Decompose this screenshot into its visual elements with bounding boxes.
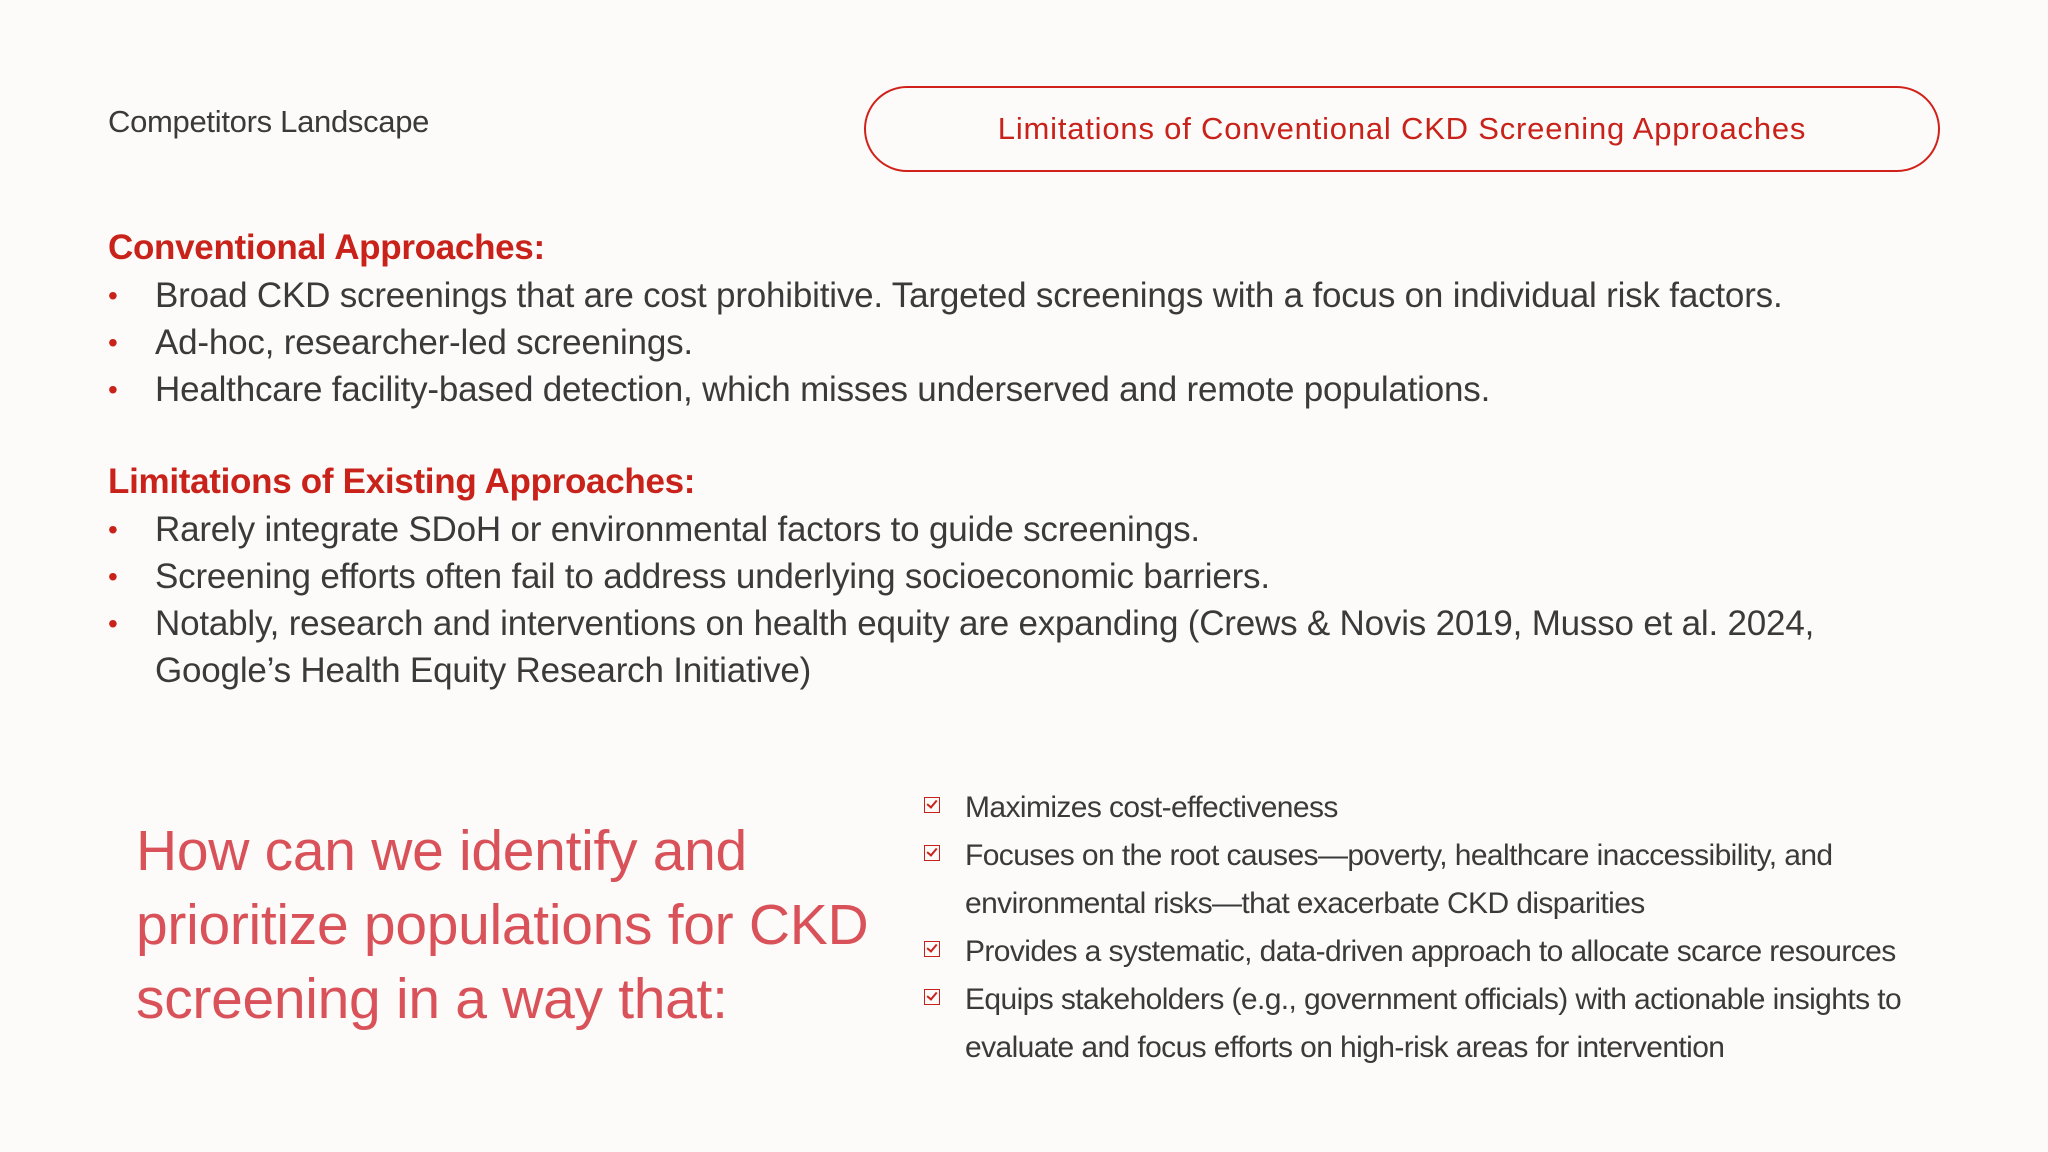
- checklist-item-text: Equips stakeholders (e.g., government officials) with actionable insights to evaluate and focus efforts on high-risk areas for intervention: [965, 983, 1902, 1064]
- checklist-item: [924, 976, 1944, 1072]
- list-item-text: Notably, research and interventions on health equity are expanding (Crews & Novis 2019, Musso et al. 2024, Google’s Health Equity Research Initiative): [155, 604, 1815, 690]
- list-item-text: Healthcare facility-based detection, which misses underserved and remote populations.: [155, 370, 1491, 409]
- list-item: [108, 600, 1928, 694]
- checklist: [924, 784, 1944, 1072]
- list-item: [108, 272, 1928, 319]
- bullet-icon: •: [108, 608, 118, 639]
- limitations-block: [108, 458, 1928, 694]
- bullet-icon: •: [108, 374, 118, 405]
- list-item: [108, 366, 1928, 413]
- conventional-heading: Conventional Approaches:: [108, 228, 545, 267]
- title-pill: [864, 86, 1940, 172]
- list-item: [108, 506, 1928, 553]
- checklist-item-text: Maximizes cost-effectiveness: [965, 791, 1338, 824]
- bullet-icon: •: [108, 514, 118, 545]
- bullet-icon: •: [108, 280, 118, 311]
- limitations-list: [108, 506, 1928, 694]
- checklist-item: [924, 784, 1944, 832]
- bullet-icon: •: [108, 561, 118, 592]
- checklist-item: [924, 928, 1944, 976]
- checkbox-checked-icon: [924, 845, 940, 861]
- section-label: Competitors Landscape: [108, 104, 430, 139]
- conventional-approaches-block: [108, 224, 1928, 413]
- list-item-text: Screening efforts often fail to address underlying socioeconomic barriers.: [155, 557, 1270, 596]
- research-question: How can we identify and prioritize populations for CKD screening in a way that:: [136, 819, 869, 1031]
- list-item-text: Rarely integrate SDoH or environmental factors to guide screenings.: [155, 510, 1200, 549]
- limitations-heading: Limitations of Existing Approaches:: [108, 462, 696, 501]
- checkbox-checked-icon: [924, 989, 940, 1005]
- slide-title: Limitations of Conventional CKD Screening Approaches: [997, 111, 1807, 146]
- list-item-text: Broad CKD screenings that are cost prohibitive. Targeted screenings with a focus on individual risk factors.: [155, 276, 1783, 315]
- conventional-list: [108, 272, 1928, 413]
- checkbox-checked-icon: [924, 797, 940, 813]
- bullet-icon: •: [108, 327, 118, 358]
- checkbox-checked-icon: [924, 941, 940, 957]
- list-item: [108, 319, 1928, 366]
- checklist-item-text: Focuses on the root causes—poverty, healthcare inaccessibility, and environmental risks—that exacerbate CKD disparities: [965, 839, 1833, 920]
- list-item-text: Ad-hoc, researcher-led screenings.: [155, 323, 693, 362]
- checklist-item-text: Provides a systematic, data-driven approach to allocate scarce resources: [965, 935, 1896, 968]
- checklist-item: [924, 832, 1944, 928]
- list-item: [108, 553, 1928, 600]
